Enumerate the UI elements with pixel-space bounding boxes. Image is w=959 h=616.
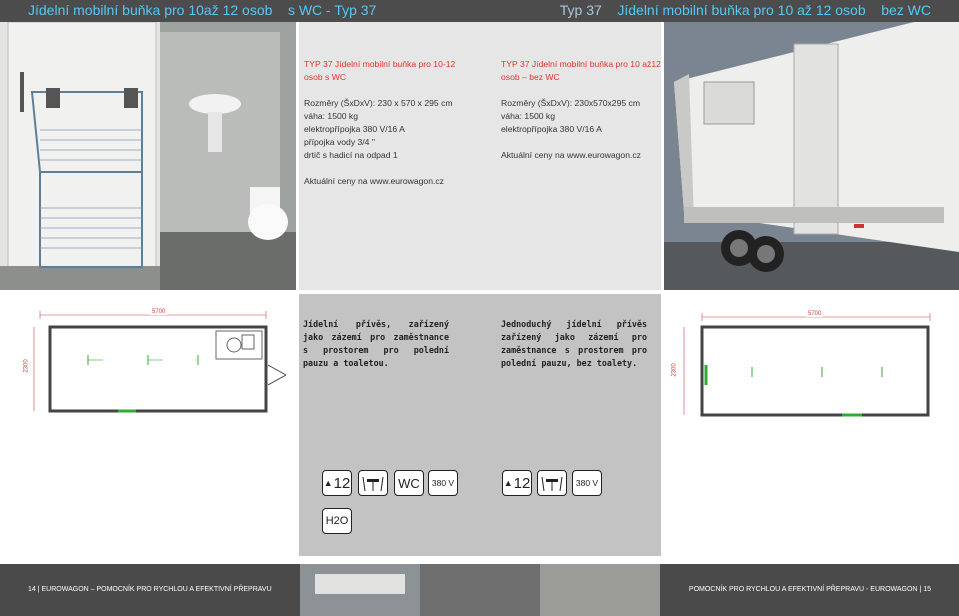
left-spec-line: drtič s hadicí na odpad 1	[304, 150, 398, 160]
power-label: 380 V	[575, 478, 599, 488]
left-spec-line: elektropřípojka 380 V/16 A	[304, 124, 405, 134]
header-right-type: Typ 37	[559, 2, 602, 18]
footer-left-page: 14	[28, 586, 36, 593]
footer-right-text: POMOCNÍK PRO RYCHLOU A EFEKTIVNÍ PŘEPRAVU - EUROWAGON	[688, 586, 918, 593]
header-right	[560, 2, 931, 18]
table-chairs-icon	[537, 470, 567, 496]
plan-length-label: 5700	[808, 311, 822, 317]
water-icon	[322, 508, 352, 534]
footer-left-text: EUROWAGON – POMOCNÍK PRO RYCHLOU A EFEKTIVNÍ PŘEPRAVU	[41, 586, 272, 593]
persons-icon: ▲ 12	[502, 470, 532, 496]
left-spec-title-1: TYP 37 Jídelní mobilní buňka pro 10-12	[304, 59, 456, 69]
left-spec-line: váha: 1500 kg	[304, 111, 358, 121]
persons-count: 12	[333, 474, 351, 492]
header-left	[28, 2, 376, 18]
right-spec-title-1: TYP 37 Jídelní mobilní buňka pro 10 až12	[501, 59, 661, 69]
right-spec-line: elektropřípojka 380 V/16 A	[501, 124, 602, 134]
wc-label: WC	[398, 475, 420, 491]
header-left-suffix: s WC - Typ 37	[287, 2, 377, 18]
plan-width-label: 2300	[671, 363, 678, 377]
right-spec	[501, 58, 661, 162]
interior-wc-photo	[0, 22, 296, 290]
header-right-suffix: bez WC	[881, 2, 931, 18]
floor-plan-wc	[23, 305, 298, 420]
header-bar	[0, 0, 959, 22]
floor-plan-no-wc	[672, 305, 942, 420]
plan-width-label: 2300	[23, 359, 30, 373]
right-spec-price: Aktuální ceny na www.eurowagon.cz	[501, 150, 641, 160]
footer-left: 14 | EUROWAGON – POMOCNÍK PRO RYCHLOU A EFEKTIVNÍ PŘEPRAVU	[28, 586, 272, 593]
right-spec-title-2: osob – bez WC	[501, 72, 560, 82]
left-spec-line: Rozměry (ŠxDxV): 230 x 570 x 295 cm	[304, 98, 453, 108]
trailer-photo	[664, 22, 959, 290]
left-description: Jídelní přívěs, zařízený jako zázemí pro zaměstnance s prostorem pro polední pauzu a toaletou.	[303, 319, 449, 368]
footer-right-page: 15	[923, 586, 931, 593]
right-spec-line: Rozměry (ŠxDxV): 230x570x295 cm	[501, 98, 640, 108]
footer-right: POMOCNÍK PRO RYCHLOU A EFEKTIVNÍ PŘEPRAVU - EUROWAGON | 15	[688, 586, 931, 593]
power-icon	[428, 470, 458, 496]
water-label: H2O	[325, 515, 349, 527]
header-left-title: Jídelní mobilní buňka pro 10až 12 osob	[28, 2, 273, 18]
plan-length-label: 5700	[152, 309, 166, 315]
right-description: Jednoduchý jídelní přívěs zařízený jako zázemí pro zaměstnance s prostorem pro polední pauzu, bez toalety.	[501, 319, 647, 368]
header-right-title: Jídelní mobilní buňka pro 10 až 12 osob	[617, 2, 866, 18]
power-icon	[572, 470, 602, 496]
persons-icon: ▲ 12	[322, 470, 352, 496]
power-label: 380 V	[431, 478, 455, 488]
left-spec	[304, 58, 484, 188]
left-spec-price: Aktuální ceny na www.eurowagon.cz	[304, 176, 444, 186]
table-chairs-icon	[358, 470, 388, 496]
left-spec-line: přípojka vody 3/4 "	[304, 137, 375, 147]
wc-icon	[394, 470, 424, 496]
persons-count: 12	[513, 474, 531, 492]
left-spec-title-2: osob s WC	[304, 72, 347, 82]
right-spec-line: váha: 1500 kg	[501, 111, 555, 121]
